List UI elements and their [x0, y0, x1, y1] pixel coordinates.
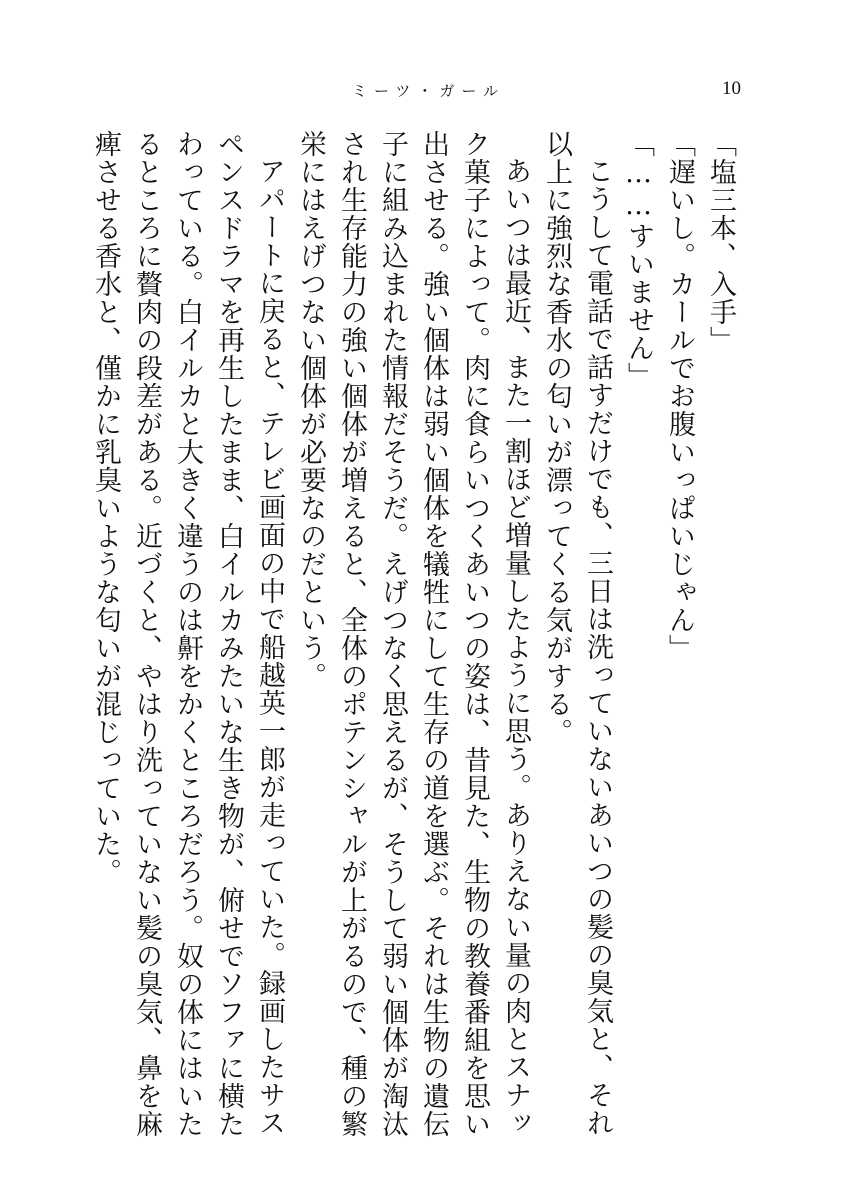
narrative-paragraph: アパートに戻ると、テレビ画面の中で船越英一郎が走っていた。録画したサスペンスドラマを再生したまま、白イルカみたいな生き物が、俯せでソファに横たわっている。白イルカと大きく違うのは鼾をかくところだろう。奴の体にはいたるところに贅肉の段差がある。近づくと、やはり洗っていない髪の臭気、鼻を麻痺させる香水と、僅かに乳臭いような匂いが混じっていた。	[90, 130, 285, 1138]
body-text	[85, 130, 741, 1140]
dialogue-line: 「……すいません」	[623, 130, 654, 390]
narrative-paragraph: あいつは最近、また一割ほど増量したように思う。ありえない量の肉とスナック菓子によって。肉に食らいつくあいつの姿は、昔見た、生物の教養番組を思い出させる。強い個体は弱い個体を犠牲にして生存の道を選ぶ。それは生物の遺伝子に組み込まれた情報だそうだ。えげつなく思えるが、そうして弱い個体が淘汰され生存能力の強い個体が増えると、全体のポテンシャルが上がるので、種の繁栄にはえげつない個体が必要なのだという。	[295, 130, 531, 1138]
vertical-text-body	[85, 130, 745, 1140]
dialogue-line: 「遅いし。カールでお腹いっぱいじゃん」	[664, 130, 695, 662]
running-title: ミーツ・ガール	[352, 82, 506, 100]
dialogue-line: 「塩三本、入手」	[705, 130, 736, 354]
narrative-paragraph: こうして電話で話すだけでも、三日は洗っていないあいつの髪の臭気と、それ以上に強烈な香水の匂いが漂ってくる気がする。	[541, 130, 613, 1137]
page-number: 10	[722, 78, 741, 99]
page-header	[0, 80, 841, 110]
